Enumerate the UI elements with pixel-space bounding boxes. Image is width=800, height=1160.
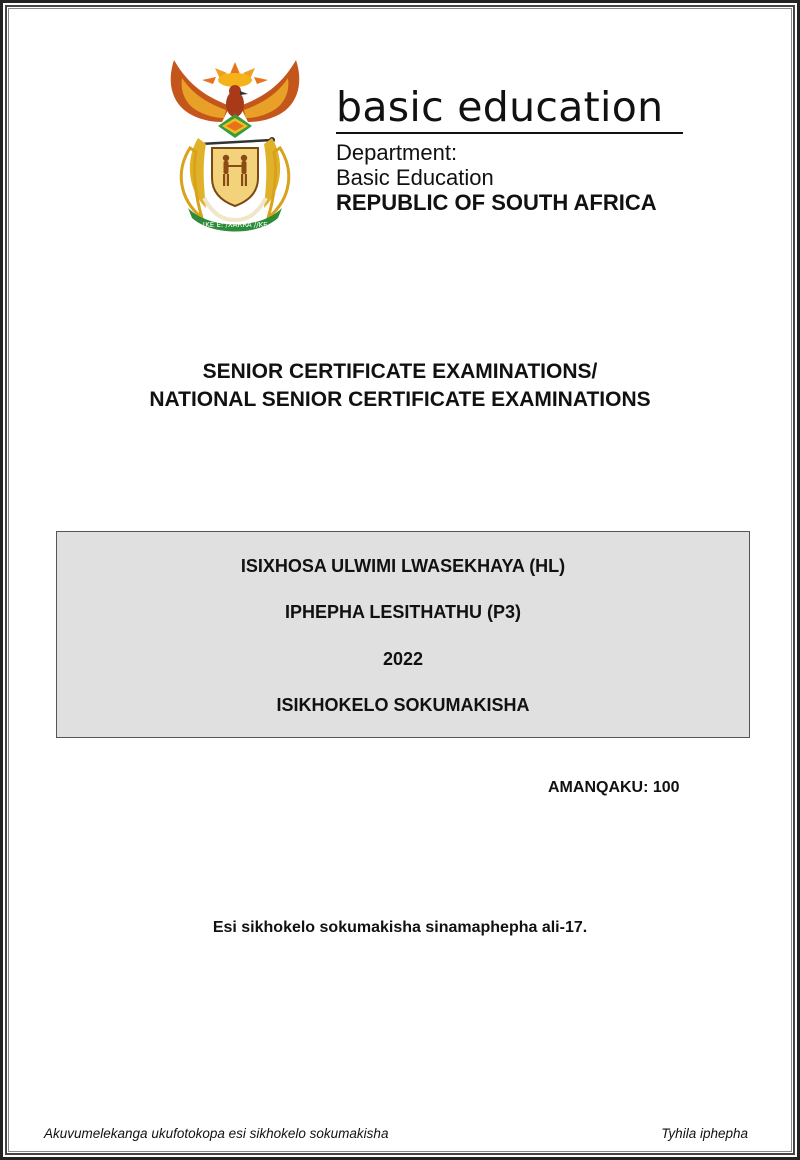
department-name: Basic Education (336, 165, 494, 190)
brand-divider (336, 132, 683, 134)
total-marks: AMANQAKU: 100 (548, 779, 680, 796)
shield-icon (212, 148, 258, 206)
department-label: Department: (336, 140, 458, 165)
page-count-note: Esi sikhokelo sokumakisha sinamaphepha ali-17. (212, 919, 588, 936)
copyright-notice: Akuvumelekanga ukufotokopa esi sikhokelo sokumakisha (44, 1126, 389, 1141)
rising-sun-icon (202, 62, 268, 87)
country-name: REPUBLIC OF SOUTH AFRICA (336, 190, 657, 215)
exam-heading-line2: NATIONAL SENIOR CERTIFICATE EXAMINATIONS (149, 388, 651, 411)
motto-text: !KE E: /XARRA //KE (202, 221, 268, 229)
department-branding (336, 84, 686, 216)
paper-title: IPHEPHA LESITHATHU (P3) (284, 602, 521, 622)
brand-title: basic education (336, 83, 664, 131)
subject-info-box (56, 531, 750, 738)
exam-year: 2022 (382, 649, 424, 669)
document-type: ISIKHOKELO SOKUMAKISHA (276, 695, 530, 715)
exam-heading (0, 358, 800, 414)
subject-title: ISIXHOSA ULWIMI LWASEKHAYA (HL) (240, 556, 566, 576)
coat-of-arms-logo (160, 48, 310, 233)
exam-heading-line1: SENIOR CERTIFICATE EXAMINATIONS/ (202, 360, 598, 383)
turn-over-note: Tyhila iphepha (661, 1126, 748, 1141)
